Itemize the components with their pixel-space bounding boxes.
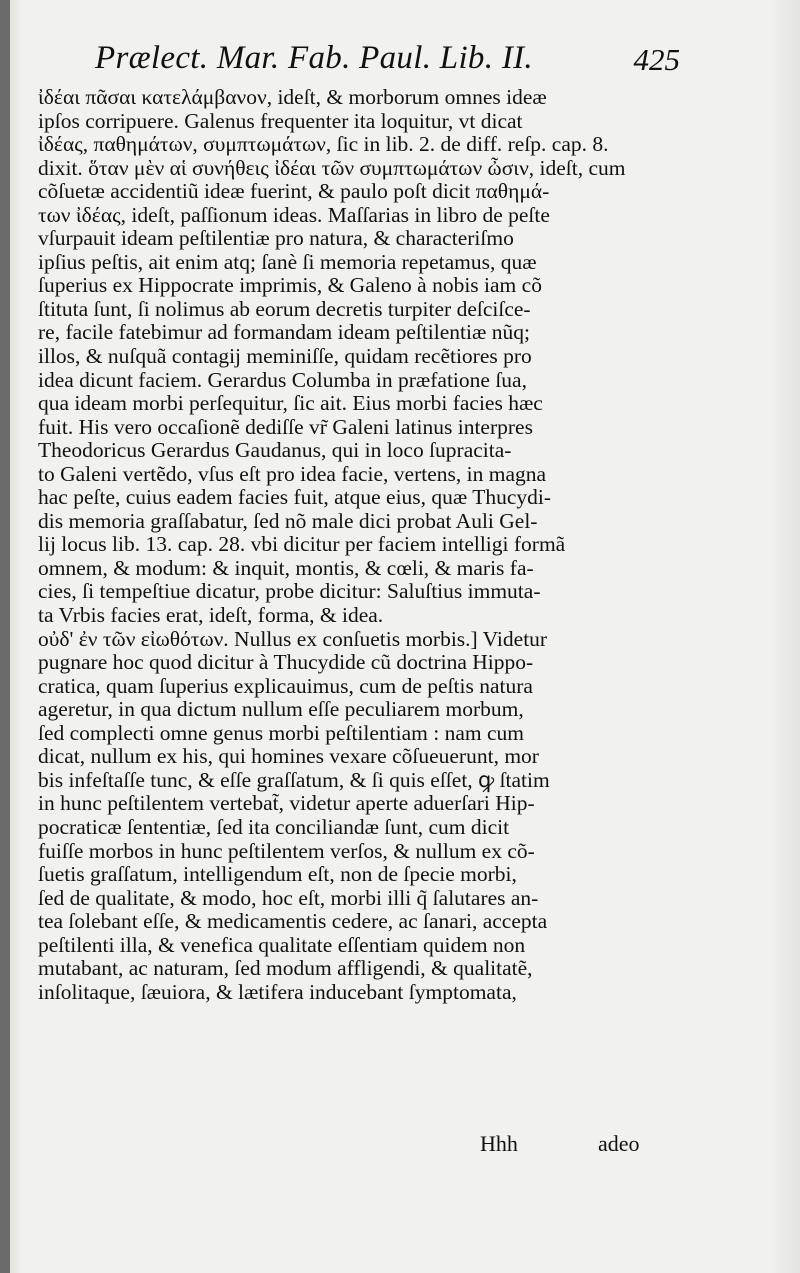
text-line: omnem, & modum: & inquit, montis, & cœli, & maris fa- xyxy=(38,555,534,580)
text-line: cies, ſi tempeſtiue dicatur, probe dicitur: Saluſtius immuta- xyxy=(38,579,541,604)
running-head: Prælect. Mar. Fab. Paul. Lib. II. xyxy=(95,40,533,76)
text-line: ſuperius ex Hippocrate imprimis, & Galeno à nobis iam cõ xyxy=(38,273,542,298)
text-line: dixit. ὅταν μὲν αἱ συνήθεις ἰδέαι τῶν συμπτωμάτων ὦσιν, ideſt, cum xyxy=(38,155,626,180)
page-number: 425 xyxy=(633,42,680,77)
page-gutter-shadow xyxy=(0,0,10,1273)
text-line: ageretur, in qua dictum nullum eſſe peculiarem morbum, xyxy=(38,697,524,722)
text-line: tea ſolebant eſſe, & medicamentis cedere, ac ſanari, accepta xyxy=(38,909,548,934)
text-line: Theodoricus Gerardus Gaudanus, qui in loco ſupracita- xyxy=(38,438,512,463)
text-line: hac peſte, cuius eadem facies fuit, atque eius, quæ Thucydi- xyxy=(38,485,552,510)
text-line: ἰδέαι πᾶσαι κατελάμβανον, ideſt, & morborum omnes ideæ xyxy=(38,85,547,109)
text-line: ἰδέας, παθημάτων, συμπτωμάτων, ſic in lib. 2. de diff. reſp. cap. 8. xyxy=(38,132,609,157)
text-line: illos, & nuſquã contagij meminiſſe, quidam recẽtiores pro xyxy=(38,344,532,369)
text-line: ſuetis graſſatum, intelligendum eſt, non de ſpecie morbi, xyxy=(38,862,517,887)
text-line: pocraticæ ſententiæ, ſed ita conciliandæ ſunt, cum dicit xyxy=(38,814,510,839)
text-line: fuit. His vero occaſionẽ dediſſe vr̃ Galeni latinus interpres xyxy=(38,414,533,439)
page-footer xyxy=(470,1131,660,1159)
text-line: ſed compleсti omne genus morbi peſtilentiam : nam cum xyxy=(38,720,525,745)
text-line: mutabant, ac naturam, ſed modum affligendi, & qualitatẽ, xyxy=(38,956,533,981)
text-line: idea dicunt faciem. Gerardus Columba in præfatione ſua, xyxy=(38,367,527,392)
text-line: to Galeni vertẽdo, vſus eſt pro idea facie, vertens, in magna xyxy=(38,461,547,486)
text-line: re, facile fatebimur ad formandam ideam peſtilentiæ nũq; xyxy=(38,320,530,345)
text-line: ſed de qualitate, & modo, hoc eſt, morbi illi q̃ ſalutares an- xyxy=(38,885,539,910)
text-line: vſurpauit ideam peſtilentiæ pro natura, & characteriſmo xyxy=(38,226,514,251)
text-line: fuiſſe morbos in hunc peſtilentem verſos, & nullum ex cõ- xyxy=(38,838,535,863)
text-line: inſolitaque, ſæuiora, & lætifera inducebant ſymptomata, xyxy=(38,979,517,1004)
text-line: cõſuetæ accidentiũ ideæ fuerint, & paulo poſt dicit παθημά- xyxy=(38,179,550,204)
text-line: ta Vrbis facies erat, ideſt, forma, & idea. xyxy=(38,603,384,628)
text-line: οὐδ' ἐν τῶν εἰωθότων. Nullus ex conſuetis morbis.] Videtur xyxy=(38,626,548,651)
signature-mark: Hhh xyxy=(480,1131,518,1156)
text-line: ipſius peſtis, ait enim atq; ſanè ſi memoria repetamus, quæ xyxy=(38,249,537,274)
text-line: qua ideam morbi perſequitur, ſic ait. Eius morbi facies hæc xyxy=(38,391,543,416)
text-line: bis infeſtaſſe tunc, & eſſe graſſatum, & ſi quis eſſet, ꝙ ſtatim xyxy=(38,767,550,792)
text-line: dicat, nullum ex his, qui homines vexare cõſueuerunt, mor xyxy=(38,744,539,769)
text-line: in hunc peſtilentem vertebat̃, videtur aperte aduerſari Hip- xyxy=(38,791,535,816)
text-line: dis memoria graſſabatur, ſed nõ male dici probat Auli Gel- xyxy=(38,508,538,533)
text-line: lij locus lib. 13. cap. 28. vbi dicitur per faciem intelligi formã xyxy=(38,532,566,557)
text-line: ſtituta ſunt, ſi nolimus ab eorum decretis turpiter deſciſce- xyxy=(38,296,531,321)
catchword: adeo xyxy=(598,1131,640,1156)
text-line: pugnare hoc quod dicitur à Thucydide cũ doctrina Hippo- xyxy=(38,650,534,675)
body-text xyxy=(38,86,663,1004)
text-line: ipſos corripuere. Galenus frequenter ita loquitur, vt dicat xyxy=(38,108,523,133)
page-header xyxy=(95,40,680,88)
text-line: peſtilenti illa, & venefica qualitate eſſentiam quidem non xyxy=(38,932,526,957)
text-line: των ἰδέας, ideſt, paſſionum ideas. Maſſarias in libro de peſte xyxy=(38,202,550,227)
text-line: cratica, quam ſuperius explicauimus, cum de peſtis natura xyxy=(38,673,533,698)
